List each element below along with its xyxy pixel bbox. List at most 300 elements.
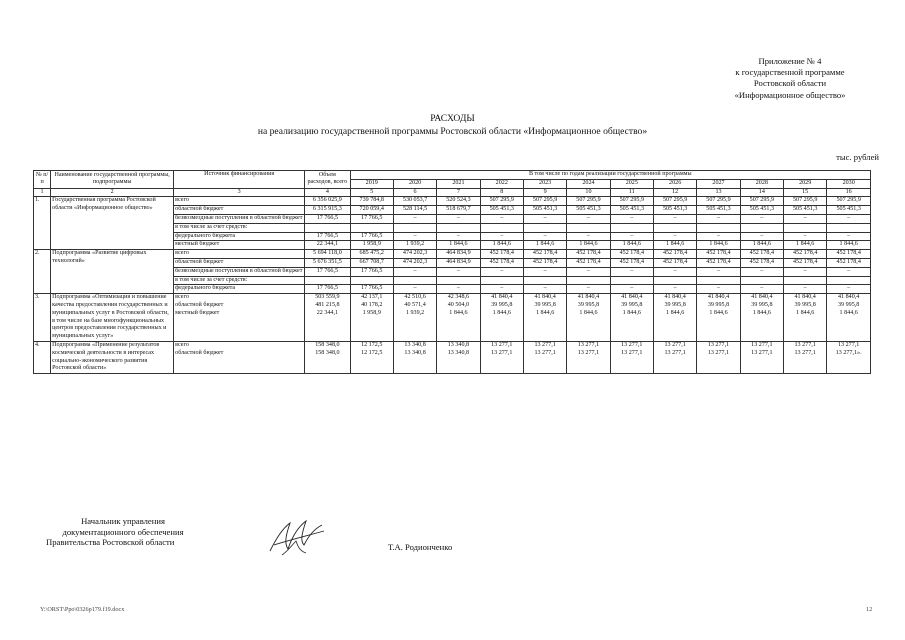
year-cell xyxy=(523,341,566,373)
year-cell-line: 1 844,6 xyxy=(492,309,511,316)
header-year: 2025 xyxy=(610,179,653,188)
table-row xyxy=(34,250,871,259)
year-cell-line: 41 840,4 xyxy=(534,294,556,301)
year-cell: 507 295,9 xyxy=(653,197,696,206)
funding-source-line: местный бюджет xyxy=(175,309,220,316)
year-cell: 464 834,9 xyxy=(437,250,480,259)
year-cell: – xyxy=(610,285,653,294)
year-cell xyxy=(480,223,523,232)
funding-source: безвозмездные поступления в областной бюджет xyxy=(174,267,305,276)
year-cell: – xyxy=(437,214,480,223)
year-cell: – xyxy=(523,267,566,276)
year-cell: 452 178,4 xyxy=(610,258,653,267)
year-cell: – xyxy=(740,285,783,294)
year-cell xyxy=(567,294,610,342)
total-cell: 5 694 118,0 xyxy=(305,250,350,259)
year-cell-line: 39 995,8 xyxy=(534,301,556,308)
year-cell xyxy=(480,276,523,285)
year-cell-line: 41 840,4 xyxy=(621,294,643,301)
handwritten-signature xyxy=(262,515,330,559)
year-cell: 17 766,5 xyxy=(350,267,393,276)
year-cell-line: 1 844,6 xyxy=(709,309,728,316)
year-cell: 452 178,4 xyxy=(784,250,827,259)
column-number: 3 xyxy=(174,188,305,197)
header-year: 2019 xyxy=(350,179,393,188)
year-cell: 1 958,9 xyxy=(350,241,393,250)
year-cell-line: 1 844,6 xyxy=(579,309,598,316)
year-cell xyxy=(697,341,740,373)
year-cell xyxy=(697,276,740,285)
year-cell-line: 1 844,6 xyxy=(535,309,555,316)
row-number: 3. xyxy=(34,294,51,342)
year-cell-line: 13 277,1 xyxy=(751,349,773,356)
year-cell: – xyxy=(697,267,740,276)
year-cell: – xyxy=(610,214,653,223)
total-cell-line: 481 215,8 xyxy=(315,301,340,308)
year-cell-line: 41 840,4 xyxy=(794,294,816,301)
year-cell: – xyxy=(480,267,523,276)
year-cell xyxy=(523,294,566,342)
year-cell: 505 451,3 xyxy=(784,206,827,215)
year-cell: – xyxy=(393,285,436,294)
signature-position-line: Правительства Ростовской области xyxy=(46,537,175,547)
year-cell: 505 451,3 xyxy=(567,206,610,215)
year-cell: 505 451,3 xyxy=(480,206,523,215)
column-number: 10 xyxy=(567,188,610,197)
year-cell: 667 708,7 xyxy=(350,258,393,267)
year-cell: – xyxy=(827,267,871,276)
funding-source xyxy=(174,341,305,373)
year-cell: – xyxy=(480,285,523,294)
year-cell: 507 295,9 xyxy=(740,197,783,206)
year-cell xyxy=(740,276,783,285)
funding-source: всего xyxy=(174,197,305,206)
year-cell xyxy=(653,294,696,342)
header-year: 2030 xyxy=(827,179,871,188)
year-cell: 520 524,3 xyxy=(437,197,480,206)
year-cell-line: 12 172,5 xyxy=(361,349,383,356)
year-cell-line: 13 277,1». xyxy=(835,349,862,356)
year-cell xyxy=(697,294,740,342)
year-cell: – xyxy=(437,267,480,276)
header-name: Наименование государственной программы, подпрограммы xyxy=(51,171,174,189)
year-cell xyxy=(350,276,393,285)
year-cell: – xyxy=(827,232,871,241)
column-number: 5 xyxy=(350,188,393,197)
year-cell: 1 844,6 xyxy=(697,241,740,250)
year-cell: 452 178,4 xyxy=(480,258,523,267)
year-cell-line: 13 277,1 xyxy=(794,341,816,348)
year-cell: – xyxy=(784,267,827,276)
funding-source: безвозмездные поступления в областной бюджет xyxy=(174,214,305,223)
year-cell: 452 178,4 xyxy=(697,250,740,259)
year-cell xyxy=(567,341,610,373)
year-cell-line: 13 277,1 xyxy=(621,349,643,356)
year-cell-line: 13 277,1 xyxy=(707,349,730,356)
signature-position xyxy=(48,516,198,548)
year-cell: 474 202,3 xyxy=(393,258,436,267)
year-cell: 17 766,5 xyxy=(350,285,393,294)
year-cell-line: 42 510,6 xyxy=(404,294,426,301)
header-year: 2028 xyxy=(740,179,783,188)
year-cell: – xyxy=(827,285,871,294)
document-title xyxy=(0,113,905,138)
column-number: 14 xyxy=(740,188,783,197)
year-cell: 1 844,6 xyxy=(523,241,566,250)
year-cell: – xyxy=(653,232,696,241)
header-year: 2027 xyxy=(697,179,740,188)
year-cell: 452 178,4 xyxy=(523,250,566,259)
program-name: Подпрограмма «Развитие цифровых технологий» xyxy=(51,250,174,294)
year-cell: – xyxy=(827,214,871,223)
year-cell: 1 844,6 xyxy=(827,241,871,250)
year-cell-line: 13 277,1 xyxy=(534,349,556,356)
year-cell: 1 844,6 xyxy=(610,241,653,250)
signatory-name: Т.А. Родионченко xyxy=(388,542,453,552)
funding-source: федерального бюджета xyxy=(174,285,305,294)
year-cell-line: 13 277,1 xyxy=(491,341,513,348)
year-cell-line: 13 277,1 xyxy=(707,341,730,348)
year-cell-line: 41 840,4 xyxy=(751,294,773,301)
column-number: 2 xyxy=(51,188,174,197)
year-cell xyxy=(393,223,436,232)
year-cell-line: 40 178,2 xyxy=(361,301,383,308)
year-cell: – xyxy=(393,267,436,276)
year-cell: 505 451,3 xyxy=(610,206,653,215)
header-year: 2022 xyxy=(480,179,523,188)
year-cell: 452 178,4 xyxy=(740,250,783,259)
signature-position-line: документационного обеспечения xyxy=(62,526,184,537)
year-cell: 1 844,6 xyxy=(567,241,610,250)
year-cell: 507 295,9 xyxy=(697,197,740,206)
units-label: тыс. рублей xyxy=(836,152,879,162)
year-cell: 507 295,9 xyxy=(480,197,523,206)
year-cell-line: 13 340,8 xyxy=(447,349,470,356)
funding-source: в том числе за счет средств: xyxy=(174,223,305,232)
program-name: Государственная программа Ростовской области «Информационное общество» xyxy=(51,197,174,250)
header-source: Источник финансирования xyxy=(174,171,305,189)
year-cell: 474 202,3 xyxy=(393,250,436,259)
year-cell xyxy=(740,341,783,373)
year-cell: – xyxy=(437,285,480,294)
year-cell-line: 39 995,8 xyxy=(707,301,730,308)
year-cell: – xyxy=(784,214,827,223)
year-cell: 452 178,4 xyxy=(567,250,610,259)
year-cell-line: 1 844,6 xyxy=(666,309,685,316)
year-cell: 452 178,4 xyxy=(653,250,696,259)
year-cell xyxy=(480,294,523,342)
year-cell-line: 41 840,4 xyxy=(491,294,513,301)
year-cell-line: 13 277,1 xyxy=(794,349,816,356)
year-cell xyxy=(480,341,523,373)
year-cell-line: 39 995,8 xyxy=(838,301,860,308)
funding-source-line: всего xyxy=(175,341,189,348)
year-cell xyxy=(523,276,566,285)
year-cell-line: 40 571,4 xyxy=(404,301,426,308)
year-cell-line: 42 348,6 xyxy=(447,294,470,301)
year-cell xyxy=(653,223,696,232)
total-cell: 17 766,5 xyxy=(305,214,350,223)
appendix-line: Приложение № 4 xyxy=(758,56,822,66)
funding-source: местный бюджет xyxy=(174,241,305,250)
year-cell-line: 13 277,1 xyxy=(664,349,686,356)
year-cell: 507 295,9 xyxy=(827,197,871,206)
funding-source: всего xyxy=(174,250,305,259)
appendix-line: Ростовской области xyxy=(753,78,827,89)
year-cell-line: 42 137,1 xyxy=(361,294,383,301)
year-cell: – xyxy=(437,232,480,241)
total-cell: 17 766,5 xyxy=(305,267,350,276)
total-cell xyxy=(305,223,350,232)
appendix-line: «Информационное общество» xyxy=(734,89,846,100)
year-cell xyxy=(350,294,393,342)
year-cell: 452 178,4 xyxy=(827,258,871,267)
column-number: 12 xyxy=(653,188,696,197)
year-cell: 1 844,6 xyxy=(437,241,480,250)
total-cell-line: 158 348,0 xyxy=(315,349,340,356)
year-cell xyxy=(784,223,827,232)
row-number: 1. xyxy=(34,197,51,250)
year-cell: – xyxy=(393,214,436,223)
header-volume: Объем расходов, всего xyxy=(305,171,350,189)
column-number: 13 xyxy=(697,188,740,197)
total-cell: 17 766,5 xyxy=(305,232,350,241)
year-cell-line: 13 340,8 xyxy=(404,341,426,348)
year-cell: – xyxy=(480,232,523,241)
year-cell: 505 451,3 xyxy=(827,206,871,215)
year-cell: 452 178,4 xyxy=(697,258,740,267)
column-number: 11 xyxy=(610,188,653,197)
year-cell: – xyxy=(697,232,740,241)
year-cell: – xyxy=(740,267,783,276)
year-cell xyxy=(827,294,871,342)
year-cell-line: 13 277,1 xyxy=(577,349,600,356)
year-cell-line: 1 844,6 xyxy=(449,309,468,316)
year-cell: 452 178,4 xyxy=(567,258,610,267)
total-cell xyxy=(305,341,350,373)
total-cell xyxy=(305,294,350,342)
year-cell: 505 451,3 xyxy=(740,206,783,215)
year-cell-line: 13 277,1 xyxy=(491,349,513,356)
table-row xyxy=(34,341,871,373)
year-cell: 464 834,9 xyxy=(437,258,480,267)
year-cell: 1 939,2 xyxy=(393,241,436,250)
header-year: 2026 xyxy=(653,179,696,188)
year-cell xyxy=(437,294,480,342)
total-cell: 17 766,5 xyxy=(305,285,350,294)
year-cell: – xyxy=(653,285,696,294)
column-number: 4 xyxy=(305,188,350,197)
year-cell: – xyxy=(740,232,783,241)
year-cell-line: 39 995,8 xyxy=(751,301,773,308)
year-cell: – xyxy=(697,214,740,223)
year-cell xyxy=(610,276,653,285)
year-cell xyxy=(697,223,740,232)
year-cell: – xyxy=(653,267,696,276)
year-cell: 452 178,4 xyxy=(784,258,827,267)
year-cell: 452 178,4 xyxy=(653,258,696,267)
year-cell-line: 13 277,1 xyxy=(621,341,643,348)
table-row xyxy=(34,294,871,342)
year-cell: – xyxy=(610,232,653,241)
title-subline: на реализацию государственной программы Ростовской области «Информационное общество» xyxy=(257,125,648,137)
year-cell: 17 766,5 xyxy=(350,214,393,223)
total-cell-line: 503 559,9 xyxy=(315,294,340,301)
file-path: Y:\ORST\Ppo\0326p179.f19.docx xyxy=(40,606,125,613)
year-cell xyxy=(610,341,653,373)
year-cell: 739 784,8 xyxy=(350,197,393,206)
year-cell: – xyxy=(480,214,523,223)
year-cell-line: 13 277,1 xyxy=(664,341,686,348)
year-cell xyxy=(567,276,610,285)
year-cell-line: 13 340,8 xyxy=(447,341,470,348)
year-cell xyxy=(350,223,393,232)
year-cell-line: 39 995,8 xyxy=(794,301,816,308)
year-cell-line: 1 939,2 xyxy=(405,309,425,316)
year-cell-line: 13 277,1 xyxy=(534,341,556,348)
year-cell: 685 475,2 xyxy=(350,250,393,259)
column-number: 8 xyxy=(480,188,523,197)
year-cell xyxy=(437,276,480,285)
year-cell: – xyxy=(523,214,566,223)
year-cell-line: 13 277,1 xyxy=(751,341,773,348)
year-cell: 452 178,4 xyxy=(827,250,871,259)
year-cell: 507 295,9 xyxy=(523,197,566,206)
year-cell: 452 178,4 xyxy=(740,258,783,267)
year-cell xyxy=(437,223,480,232)
year-cell: 452 178,4 xyxy=(610,250,653,259)
funding-source-line: всего xyxy=(175,294,189,301)
year-cell-line: 1 844,6 xyxy=(752,309,771,316)
year-cell: 507 295,9 xyxy=(567,197,610,206)
signature-position-line: Начальник управления xyxy=(81,516,165,526)
year-cell-line: 13 340,8 xyxy=(404,349,426,356)
year-cell: – xyxy=(567,285,610,294)
year-cell: – xyxy=(393,232,436,241)
header-year: 2024 xyxy=(567,179,610,188)
expenses-table xyxy=(33,170,871,374)
column-number: 9 xyxy=(523,188,566,197)
year-cell: 505 451,3 xyxy=(697,206,740,215)
year-cell-line: 41 840,4 xyxy=(664,294,686,301)
year-cell: – xyxy=(610,267,653,276)
appendix-line: к государственной программе xyxy=(735,67,845,78)
year-cell xyxy=(740,223,783,232)
year-cell xyxy=(437,341,480,373)
year-cell: 507 295,9 xyxy=(784,197,827,206)
year-cell: 1 844,6 xyxy=(740,241,783,250)
year-cell-line: 39 995,8 xyxy=(577,301,600,308)
year-cell: 505 451,3 xyxy=(523,206,566,215)
year-cell: – xyxy=(784,285,827,294)
title-line: РАСХОДЫ xyxy=(430,113,475,124)
year-cell xyxy=(784,294,827,342)
table-row xyxy=(34,197,871,206)
year-cell xyxy=(393,276,436,285)
year-cell xyxy=(653,276,696,285)
year-cell xyxy=(393,341,436,373)
year-cell-line: 41 840,4 xyxy=(707,294,730,301)
year-cell-line: 40 504,0 xyxy=(447,301,470,308)
total-cell: 22 344,1 xyxy=(305,241,350,250)
row-number: 4. xyxy=(34,341,51,373)
year-cell: – xyxy=(523,232,566,241)
year-cell: 507 295,9 xyxy=(610,197,653,206)
year-cell: 1 844,6 xyxy=(653,241,696,250)
year-cell: 1 844,6 xyxy=(480,241,523,250)
year-cell xyxy=(350,341,393,373)
year-cell xyxy=(653,341,696,373)
year-cell-line: 1 958,9 xyxy=(362,309,381,316)
year-cell: – xyxy=(567,267,610,276)
year-cell: – xyxy=(567,232,610,241)
total-cell-line: 158 348,0 xyxy=(315,341,340,348)
funding-source-line: областной бюджет xyxy=(175,301,224,308)
column-number: 15 xyxy=(784,188,827,197)
year-cell xyxy=(784,341,827,373)
year-cell-line: 13 277,1 xyxy=(577,341,600,348)
year-cell-line: 41 840,4 xyxy=(838,294,860,301)
year-cell xyxy=(610,294,653,342)
year-cell xyxy=(827,223,871,232)
year-cell xyxy=(393,294,436,342)
header-year: 2029 xyxy=(784,179,827,188)
year-cell: 17 766,5 xyxy=(350,232,393,241)
total-cell: 6 315 915,3 xyxy=(305,206,350,215)
year-cell: 452 178,4 xyxy=(523,258,566,267)
year-cell-line: 1 844,6 xyxy=(622,309,641,316)
year-cell: – xyxy=(784,232,827,241)
year-cell: 720 059,4 xyxy=(350,206,393,215)
year-cell: – xyxy=(523,285,566,294)
year-cell xyxy=(784,276,827,285)
funding-source: областной бюджет xyxy=(174,206,305,215)
year-cell-line: 1 844,6 xyxy=(839,309,858,316)
program-name: Подпрограмма «Оптимизация и повышение качества предоставления государственных и муниципальных услуг в Ростовской области, в том числе на базе многофункциональных центров предоставления государственных и муниципальных услуг» xyxy=(51,294,174,342)
funding-source-line: областной бюджет xyxy=(175,349,224,356)
header-year: 2020 xyxy=(393,179,436,188)
year-cell xyxy=(740,294,783,342)
year-cell: 452 178,4 xyxy=(480,250,523,259)
year-cell-line: 39 995,8 xyxy=(491,301,513,308)
total-cell xyxy=(305,276,350,285)
year-cell-line: 12 172,5 xyxy=(361,341,383,348)
year-cell-line: 41 840,4 xyxy=(577,294,600,301)
row-number: 2. xyxy=(34,250,51,294)
year-cell: – xyxy=(697,285,740,294)
year-cell-line: 1 844,6 xyxy=(796,309,815,316)
header-year: 2023 xyxy=(523,179,566,188)
funding-source xyxy=(174,294,305,342)
header-year: 2021 xyxy=(437,179,480,188)
header-years-group: В том числе по годам реализации государственной программы xyxy=(350,171,870,180)
year-cell: 518 679,7 xyxy=(437,206,480,215)
program-name: Подпрограмма «Применение результатов космической деятельности в интересах социально-экономического развития Ростовской области» xyxy=(51,341,174,373)
year-cell xyxy=(827,276,871,285)
header-num: № п/п xyxy=(34,171,51,189)
year-cell: 528 114,5 xyxy=(393,206,436,215)
year-cell: 1 844,6 xyxy=(784,241,827,250)
page-number: 12 xyxy=(866,606,873,613)
year-cell: 505 451,3 xyxy=(653,206,696,215)
total-cell-line: 22 344,1 xyxy=(316,309,339,316)
year-cell: – xyxy=(567,214,610,223)
total-cell: 6 356 025,9 xyxy=(305,197,350,206)
funding-source: федерального бюджета xyxy=(174,232,305,241)
funding-source: областной бюджет xyxy=(174,258,305,267)
column-number: 6 xyxy=(393,188,436,197)
appendix-block xyxy=(690,56,890,101)
